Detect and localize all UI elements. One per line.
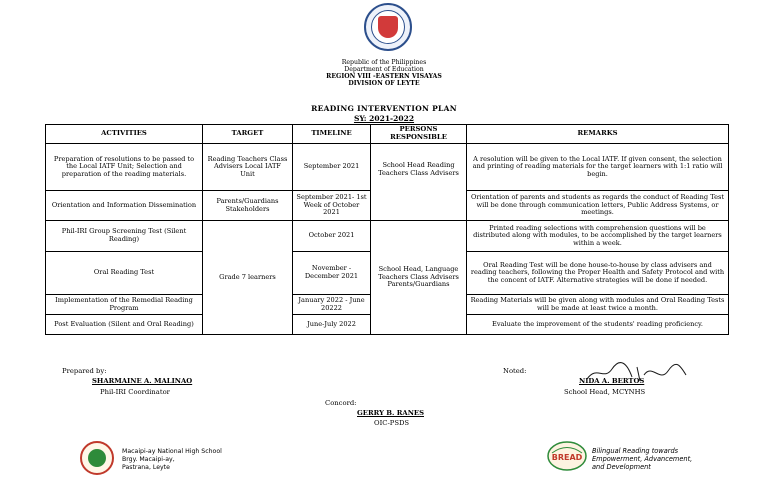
header-remarks: REMARKS: [467, 125, 729, 144]
target-cell: Grade 7 learners: [203, 221, 293, 335]
timeline-cell: September 2021: [293, 144, 371, 191]
table-row: [46, 221, 729, 252]
bread-tagline-2: Empowerment, Advancement,: [592, 455, 693, 463]
activity-cell: Oral Reading Test: [46, 252, 203, 295]
prepared-by-label: Prepared by:: [62, 367, 107, 375]
header-target: TARGET: [203, 125, 293, 144]
bread-logo-icon: [546, 440, 588, 472]
school-logo-icon: [80, 441, 114, 475]
header-timeline: TIMELINE: [293, 125, 371, 144]
prepared-by-name: SHARMAINE A. MALINAO: [92, 377, 193, 385]
noted-name: NIDA A. BERTOS: [579, 377, 645, 385]
remarks-cell: Orientation of parents and students as regards the conduct of Reading Test will be done through communication letters, Public Address Systems, or meetings.: [467, 191, 729, 221]
activity-cell: Preparation of resolutions to be passed to the Local IATF Unit; Selection and preparation of the reading materials.: [46, 144, 203, 191]
activity-cell: Phil-IRI Group Screening Test (Silent Reading): [46, 221, 203, 252]
remarks-cell: Printed reading selections with comprehension questions will be distributed along with modules, to be accomplished by the target learners within a week.: [467, 221, 729, 252]
school-town: Pastrana, Leyte: [122, 464, 170, 471]
concord-name: GERRY B. RANES: [357, 409, 424, 417]
school-year: SY: 2021-2022: [353, 114, 415, 123]
target-cell: Parents/Guardians Stakeholders: [203, 191, 293, 221]
remarks-cell: Oral Reading Test will be done house-to-house by class advisers and reading teachers, following the Proper Health and Safety Protocol and with the concent of IATF. Alternative strategies will be done if needed.: [467, 252, 729, 295]
document-title: READING INTERVENTION PLAN: [311, 104, 457, 113]
activity-cell: Implementation of the Remedial Reading Program: [46, 295, 203, 315]
remarks-cell: Evaluate the improvement of the students' reading proficiency.: [467, 315, 729, 335]
table-row: [46, 144, 729, 191]
activity-cell: Post Evaluation (Silent and Oral Reading): [46, 315, 203, 335]
concord-role: OIC-PSDS: [374, 419, 410, 427]
timeline-cell: November - December 2021: [293, 252, 371, 295]
table-header-row: [46, 125, 729, 144]
timeline-cell: September 2021- 1st Week of October 2021: [293, 191, 371, 221]
noted-label: Noted:: [503, 367, 527, 375]
persons-cell: School Head Reading Teachers Class Advisers: [371, 144, 467, 221]
noted-role: School Head, MCYNHS: [564, 388, 646, 396]
remarks-cell: Reading Materials will be given along with modules and Oral Reading Tests will be made at least twice a month.: [467, 295, 729, 315]
timeline-cell: October 2021: [293, 221, 371, 252]
header-activities: ACTIVITIES: [46, 125, 203, 144]
header-persons-responsible: PERSONS RESPONSIBLE: [371, 125, 467, 144]
header-department: Department of Education: [344, 66, 424, 73]
target-cell: Reading Teachers Class Advisers Local IATF Unit: [203, 144, 293, 191]
header-region: REGION VIII -EASTERN VISAYAS: [326, 73, 442, 80]
prepared-by-role: Phil-IRI Coordinator: [100, 388, 170, 396]
bread-tagline-3: and Development: [592, 463, 651, 471]
header-republic: Republic of the Philippines: [341, 59, 427, 66]
reading-plan-table: [45, 124, 729, 335]
school-barangay: Brgy. Macaipi-ay,: [122, 456, 175, 463]
remarks-cell: A resolution will be given to the Local IATF. If given consent, the selection and printing of reading materials for the target learners with 1:1 ratio will begin.: [467, 144, 729, 191]
bread-tagline-1: Bilingual Reading towards: [592, 447, 679, 455]
deped-seal-icon: [364, 3, 412, 51]
header-division: DIVISION OF LEYTE: [348, 80, 420, 87]
activity-cell: Orientation and Information Dissemination: [46, 191, 203, 221]
timeline-cell: June-July 2022: [293, 315, 371, 335]
school-name: Macaipi-ay National High School: [122, 448, 222, 455]
timeline-cell: January 2022 - June 20222: [293, 295, 371, 315]
concord-label: Concord:: [325, 399, 357, 407]
persons-cell: School Head, Language Teachers Class Advisers Parents/Guardians: [371, 221, 467, 335]
bread-logo-text: BREAD: [551, 453, 583, 462]
